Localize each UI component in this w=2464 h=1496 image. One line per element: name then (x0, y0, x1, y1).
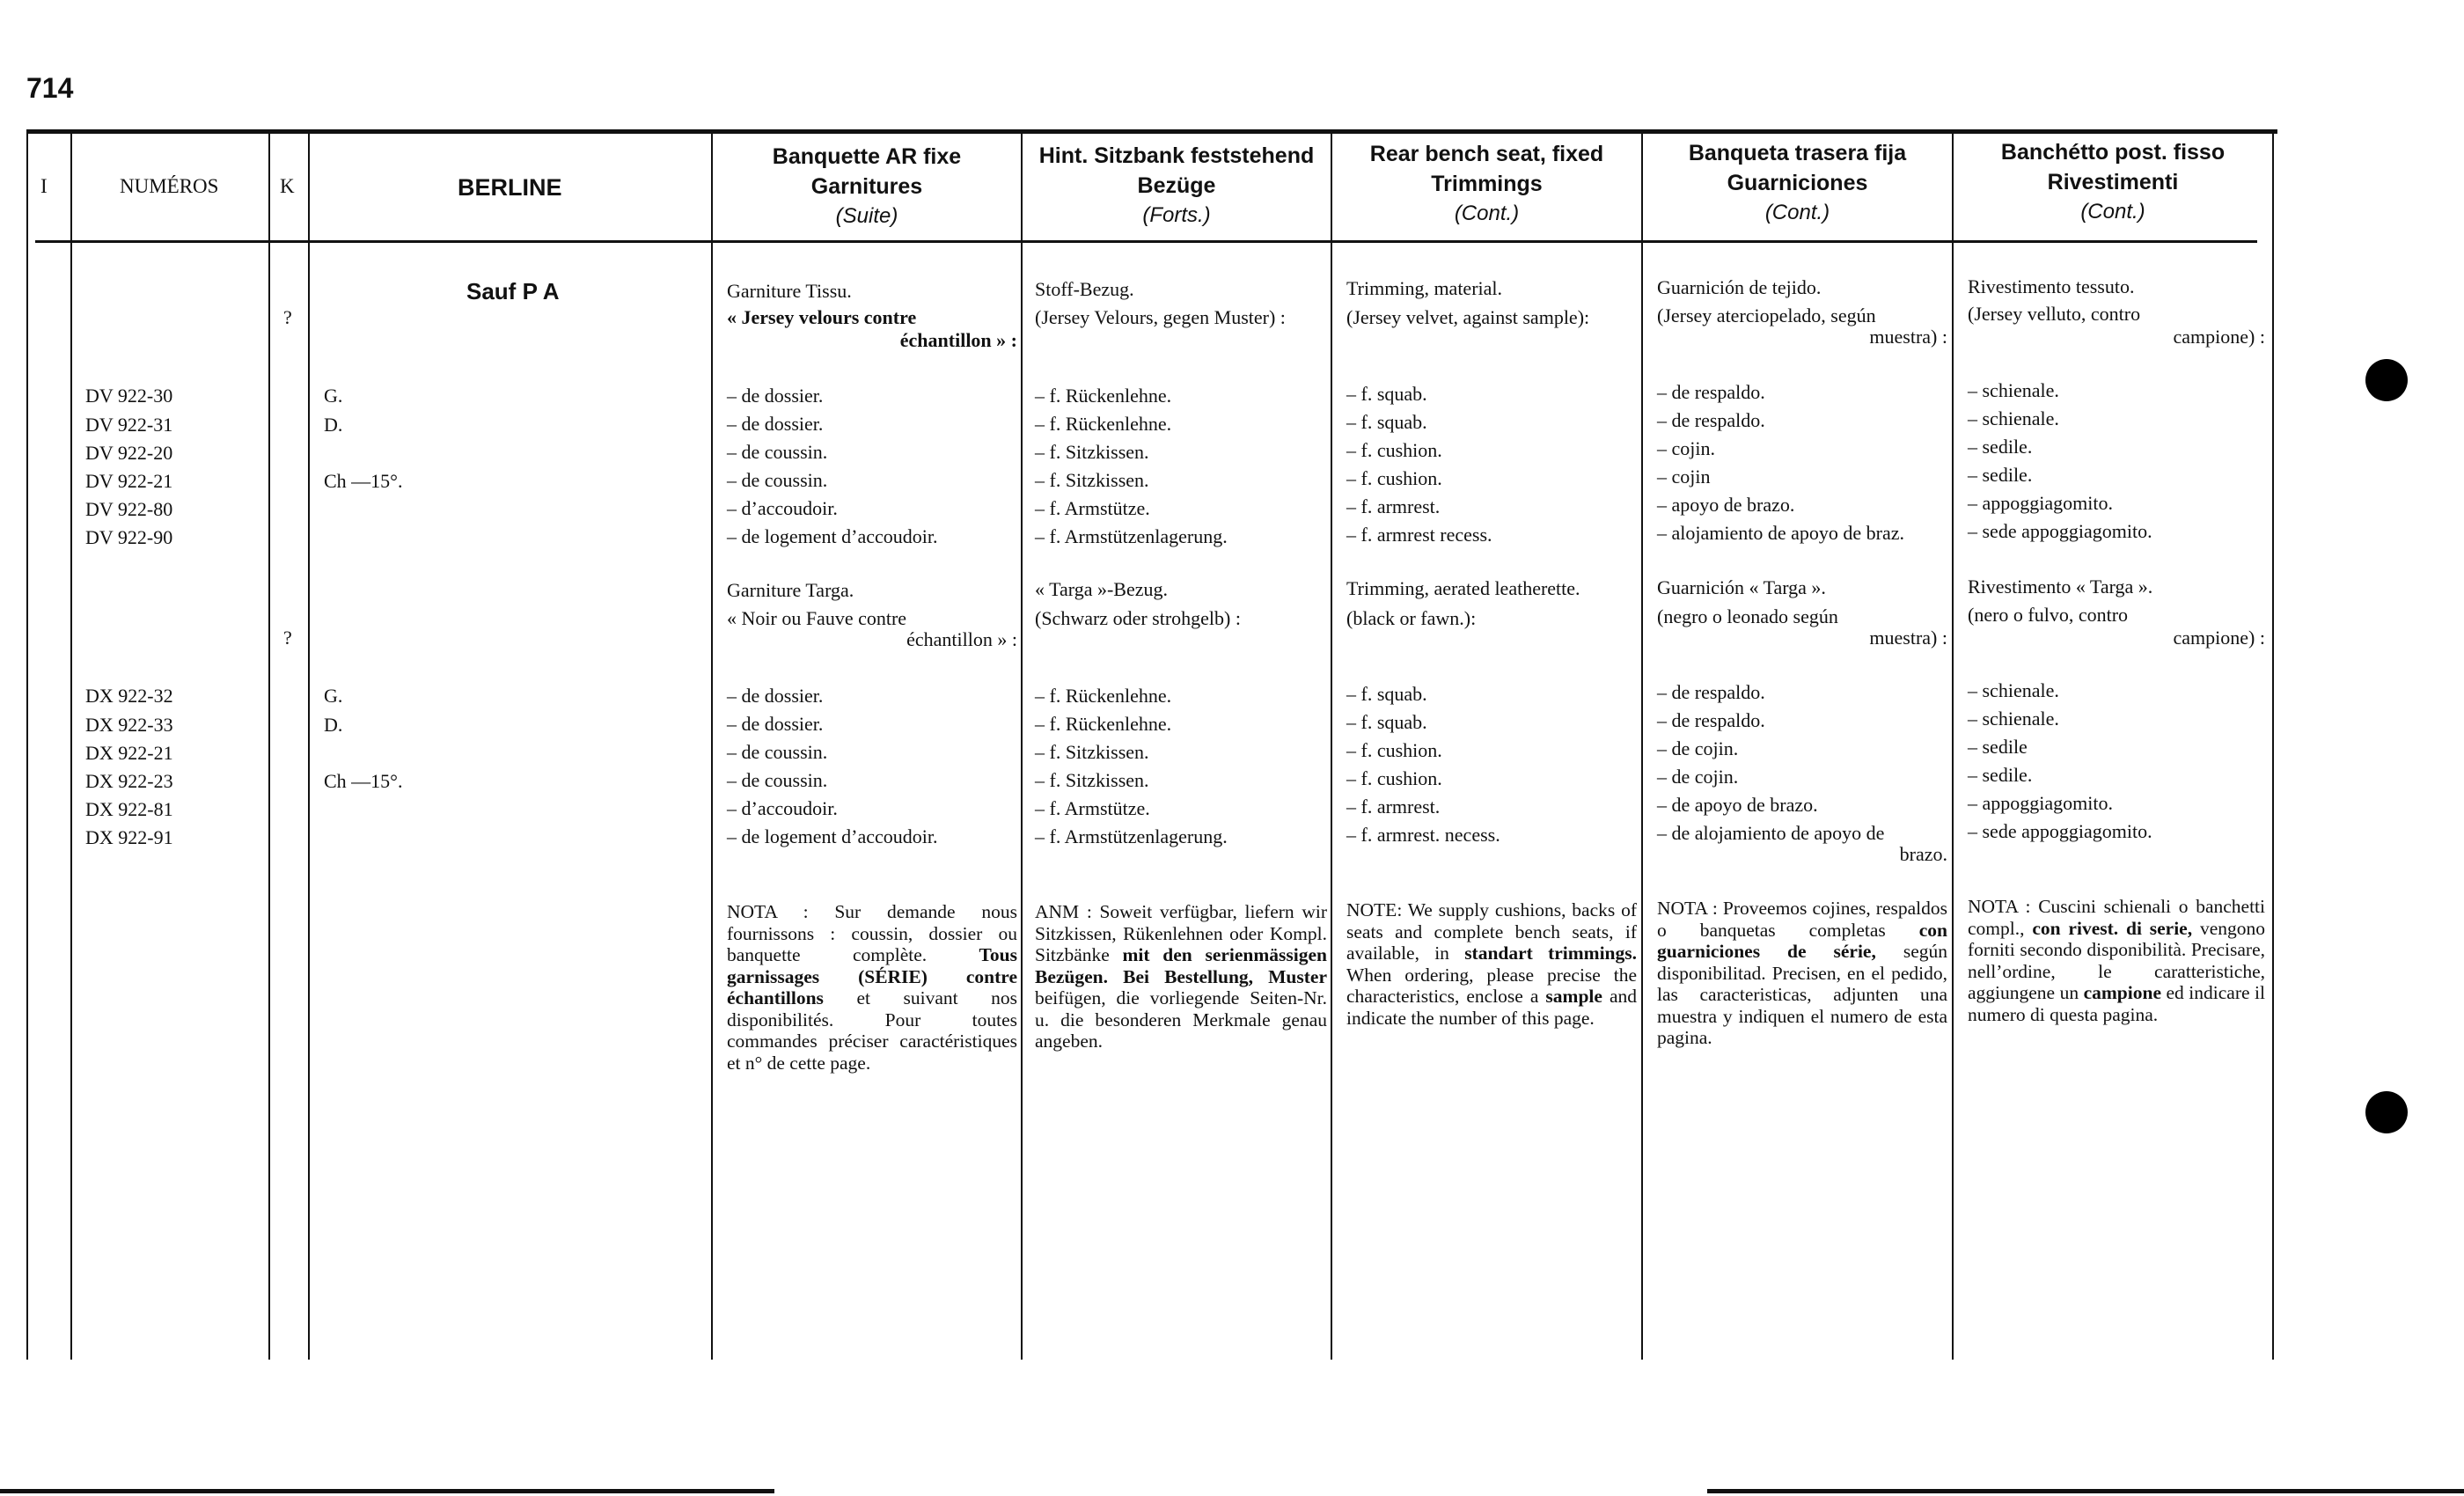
desc-it: – sedile (1968, 736, 2028, 758)
header-italian-subtitle: Rivestimenti (2047, 170, 2179, 194)
note-text: beifügen, die vorliegende Seiten-Nr. u. die besonderen Merkmale genau angeben. (1035, 987, 1327, 1052)
page-number: 714 (26, 72, 74, 104)
note-emphasis: sample (1545, 986, 1602, 1007)
header-german-subtitle: Bezüge (1137, 173, 1216, 198)
part-number: DV 922-21 (85, 470, 173, 492)
desc-fr: – de dossier. (727, 713, 824, 735)
note-spanish (1657, 898, 1947, 1049)
desc-de: – f. Rückenlehne. (1035, 413, 1172, 435)
desc-es: – cojin (1657, 466, 1711, 488)
position-code: G. (324, 685, 343, 707)
desc-es: – de respaldo. (1657, 381, 1765, 403)
desc-en: – f. armrest. (1346, 495, 1441, 517)
header-spanish-subtitle: Guarniciones (1727, 171, 1868, 195)
desc-it: – schienale. (1968, 407, 2059, 429)
header-italian-continued: (Cont.) (2080, 200, 2145, 224)
desc-es: – de cojin. (1657, 766, 1739, 788)
desc-en: – f. cushion. (1346, 467, 1442, 489)
desc-de: – f. Sitzkissen. (1035, 441, 1149, 463)
top-rule (26, 129, 2277, 134)
header-bottom-rule (35, 240, 2257, 243)
note-text: et suivant nos disponibilités. Pour toutes commandes préciser caractéristiques et n° de cette page. (727, 987, 1017, 1074)
desc-en: – f. squab. (1346, 683, 1427, 705)
note-emphasis: con guarniciones de série, (1657, 919, 1947, 962)
note-text: We supply cushions, backs of seats and complete bench seats, if available, in (1346, 899, 1637, 964)
col-line-k (308, 132, 310, 1360)
col-line-left (26, 132, 28, 1360)
col-line-numeros (268, 132, 270, 1360)
group1-sub-it: (Jersey velluto, contro (1968, 303, 2141, 325)
group2-sub-es-cont: muestra) : (1869, 627, 1947, 649)
desc-es-cont: brazo. (1899, 843, 1947, 865)
group2-k-mark: ? (283, 627, 292, 649)
desc-en: – f. squab. (1346, 383, 1427, 405)
desc-de: – f. Rückenlehne. (1035, 385, 1172, 407)
note-english (1346, 899, 1637, 1029)
note-emphasis: con rivest. di serie, (2032, 917, 2193, 939)
group1-title-en: Trimming, material. (1346, 277, 1503, 299)
desc-de: – f. Sitzkissen. (1035, 741, 1149, 763)
desc-es: – de alojamiento de apoyo de (1657, 822, 1885, 844)
group2-sub-de: (Schwarz oder strohgelb) : (1035, 607, 1241, 629)
desc-it: – sedile. (1968, 464, 2033, 486)
group1-title-fr: Garniture Tissu. (727, 280, 852, 302)
col-line-berline (711, 132, 713, 1360)
note-emphasis: campione (2083, 982, 2161, 1003)
desc-it: – appoggiagomito. (1968, 792, 2113, 814)
desc-fr: – de dossier. (727, 413, 824, 435)
header-english-title: Rear bench seat, fixed (1369, 142, 1604, 166)
desc-fr: – de dossier. (727, 685, 824, 707)
desc-es: – de apoyo de brazo. (1657, 794, 1818, 816)
group2-sub-it: (nero o fulvo, contro (1968, 604, 2129, 626)
note-text: and indicate the number of this page. (1346, 986, 1637, 1029)
note-text: ed indicare il numero di questa pagina. (1968, 982, 2265, 1025)
col-line-es (1952, 132, 1954, 1360)
desc-en: – f. armrest. (1346, 796, 1441, 818)
col-line-en (1641, 132, 1643, 1360)
header-col-i: I (40, 175, 48, 197)
part-number: DX 922-23 (85, 770, 173, 792)
desc-es: – de respaldo. (1657, 709, 1765, 731)
group1-sub-es-cont: muestra) : (1869, 326, 1947, 348)
group1-title-es: Guarnición de tejido. (1657, 276, 1822, 298)
desc-fr: – de logement d’accoudoir. (727, 825, 938, 847)
note-label: NOTE: (1346, 899, 1403, 920)
header-french-subtitle: Garnitures (810, 174, 923, 199)
desc-it: – sedile. (1968, 764, 2033, 786)
position-code: G. (324, 385, 343, 407)
desc-es: – alojamiento de apoyo de braz. (1657, 522, 1905, 544)
note-emphasis: standart trimmings. (1464, 942, 1637, 964)
header-spanish (1643, 138, 1952, 228)
desc-en: – f. squab. (1346, 711, 1427, 733)
part-number: DX 922-33 (85, 714, 173, 736)
note-text: Sur demande nous fournissons : coussin, dossier ou banquette complète. (727, 901, 1017, 965)
part-number: DV 922-31 (85, 414, 173, 436)
header-col-k: K (280, 175, 295, 197)
note-label: NOTA : (1657, 898, 1718, 919)
group2-sub-en: (black or fawn.): (1346, 607, 1477, 629)
col-line-fr (1021, 132, 1023, 1360)
header-french (713, 142, 1021, 231)
header-french-continued: (Suite) (835, 204, 898, 228)
desc-es: – de cojin. (1657, 737, 1739, 759)
position-code: Ch —15°. (324, 770, 403, 792)
header-english (1332, 139, 1641, 229)
group1-sub-de: (Jersey Velours, gegen Muster) : (1035, 306, 1286, 328)
header-german-continued: (Forts.) (1142, 203, 1211, 227)
note-emphasis: mit den serienmässigen Bezügen. Bei Bestellung, Muster (1035, 944, 1327, 987)
desc-es: – de respaldo. (1657, 681, 1765, 703)
desc-en: – f. armrest. necess. (1346, 824, 1500, 846)
header-italian (1954, 137, 2272, 227)
desc-fr: – d’accoudoir. (727, 797, 838, 819)
group2-sub-fr: « Noir ou Fauve contre (727, 607, 907, 629)
part-number: DV 922-30 (85, 385, 173, 407)
group1-k-mark: ? (283, 306, 292, 328)
col-line-de (1331, 132, 1332, 1360)
note-label: ANM : (1035, 901, 1092, 922)
desc-it: – sede appoggiagomito. (1968, 520, 2152, 542)
header-german-title: Hint. Sitzbank feststehend (1038, 143, 1315, 168)
group1-sub-es: (Jersey aterciopelado, según (1657, 304, 1876, 326)
group2-title-en: Trimming, aerated leatherette. (1346, 577, 1580, 599)
desc-fr: – de logement d’accoudoir. (727, 525, 938, 547)
desc-en: – f. armrest recess. (1346, 524, 1492, 546)
header-spanish-title: Banqueta trasera fija (1688, 141, 1907, 165)
desc-es: – de respaldo. (1657, 409, 1765, 431)
desc-fr: – de coussin. (727, 441, 828, 463)
punch-hole-bottom (2365, 1091, 2408, 1133)
footer-rule-left (0, 1489, 774, 1493)
group1-title-de: Stoff-Bezug. (1035, 278, 1134, 300)
desc-it: – appoggiagomito. (1968, 492, 2113, 514)
desc-en: – f. squab. (1346, 411, 1427, 433)
desc-es: – cojin. (1657, 437, 1715, 459)
note-french (727, 901, 1017, 1074)
desc-fr: – de coussin. (727, 769, 828, 791)
desc-en: – f. cushion. (1346, 739, 1442, 761)
desc-en: – f. cushion. (1346, 767, 1442, 789)
desc-fr: – d’accoudoir. (727, 497, 838, 519)
desc-fr: – de coussin. (727, 741, 828, 763)
desc-en: – f. cushion. (1346, 439, 1442, 461)
footer-rule-right (1707, 1489, 2464, 1493)
group1-title-it: Rivestimento tessuto. (1968, 275, 2135, 297)
desc-it: – schienale. (1968, 708, 2059, 730)
group2-sub-fr-cont: échantillon » : (906, 628, 1017, 650)
note-text: vengono forniti secondo disponibilità. Precisare, nell’ordine, le caratteristiche, aggiungene un (1968, 917, 2265, 1003)
desc-it: – sede appoggiagomito. (1968, 820, 2152, 842)
desc-de: – f. Rückenlehne. (1035, 685, 1172, 707)
note-german (1035, 901, 1327, 1052)
header-col-numeros: NUMÉROS (120, 175, 219, 197)
header-french-title: Banquette AR fixe (772, 144, 962, 169)
header-english-continued: (Cont.) (1454, 202, 1520, 225)
part-number: DV 922-80 (85, 498, 173, 520)
note-label: NOTA : (1968, 896, 2031, 917)
desc-fr: – de dossier. (727, 385, 824, 407)
position-code: D. (324, 714, 343, 736)
header-english-subtitle: Trimmings (1431, 172, 1543, 196)
part-number: DX 922-21 (85, 742, 173, 764)
group2-title-it: Rivestimento « Targa ». (1968, 576, 2153, 598)
part-number: DX 922-91 (85, 826, 173, 848)
desc-de: – f. Armstütze. (1035, 797, 1150, 819)
section-label: Sauf P A (466, 278, 560, 304)
desc-de: – f. Armstützenlagerung. (1035, 825, 1228, 847)
note-text: Soweit verfügbar, liefern wir Sitzkissen, Rükenlehnen oder Kompl. Sitzbänke (1035, 901, 1327, 965)
part-number: DX 922-32 (85, 685, 173, 707)
col-line-right (2272, 132, 2274, 1360)
desc-de: – f. Sitzkissen. (1035, 769, 1149, 791)
note-text: When ordering, please precise the characteristics, enclose a (1346, 964, 1637, 1007)
note-text: Proveemos cojines, respaldos o banquetas completas (1657, 898, 1947, 941)
group2-title-fr: Garniture Targa. (727, 579, 854, 601)
desc-it: – sedile. (1968, 436, 2033, 458)
desc-de: – f. Armstütze. (1035, 497, 1150, 519)
desc-de: – f. Sitzkissen. (1035, 469, 1149, 491)
desc-it: – schienale. (1968, 379, 2059, 401)
note-emphasis: Tous garnissages (SÉRIE) contre échantillons (727, 944, 1017, 1008)
group2-sub-it-cont: campione) : (2173, 627, 2265, 649)
header-spanish-continued: (Cont.) (1764, 201, 1830, 224)
desc-de: – f. Rückenlehne. (1035, 713, 1172, 735)
desc-es: – apoyo de brazo. (1657, 494, 1795, 516)
note-label: NOTA : (727, 901, 809, 922)
group2-title-es: Guarnición « Targa ». (1657, 576, 1826, 598)
group1-sub-en: (Jersey velvet, against sample): (1346, 306, 1590, 328)
desc-fr: – de coussin. (727, 469, 828, 491)
header-italian-title: Banchétto post. fisso (2000, 140, 2226, 165)
header-german (1023, 141, 1331, 231)
group2-sub-es: (negro o leonado según (1657, 605, 1838, 627)
group1-sub-fr-cont: échantillon » : (899, 329, 1017, 351)
note-italian (1968, 896, 2265, 1025)
position-code: Ch —15°. (324, 470, 403, 492)
group2-title-de: « Targa »-Bezug. (1035, 578, 1168, 600)
desc-de: – f. Armstützenlagerung. (1035, 525, 1228, 547)
part-number: DX 922-81 (85, 798, 173, 820)
position-code: D. (324, 414, 343, 436)
note-text: según disponibilitad. Precisen, en el pedido, las caracteristicas, adjunten una muestra y indiquen el numero de esta pagina. (1657, 941, 1947, 1048)
note-text: Cuscini schienali o banchetti compl., (1968, 896, 2265, 939)
part-number: DV 922-20 (85, 442, 173, 464)
punch-hole-top (2365, 359, 2408, 401)
desc-it: – schienale. (1968, 679, 2059, 701)
header-col-berline: BERLINE (458, 174, 562, 201)
group1-sub-it-cont: campione) : (2173, 326, 2265, 348)
part-number: DV 922-90 (85, 526, 173, 548)
col-line-i (70, 132, 72, 1360)
group1-sub-fr: « Jersey velours contre (727, 306, 917, 328)
